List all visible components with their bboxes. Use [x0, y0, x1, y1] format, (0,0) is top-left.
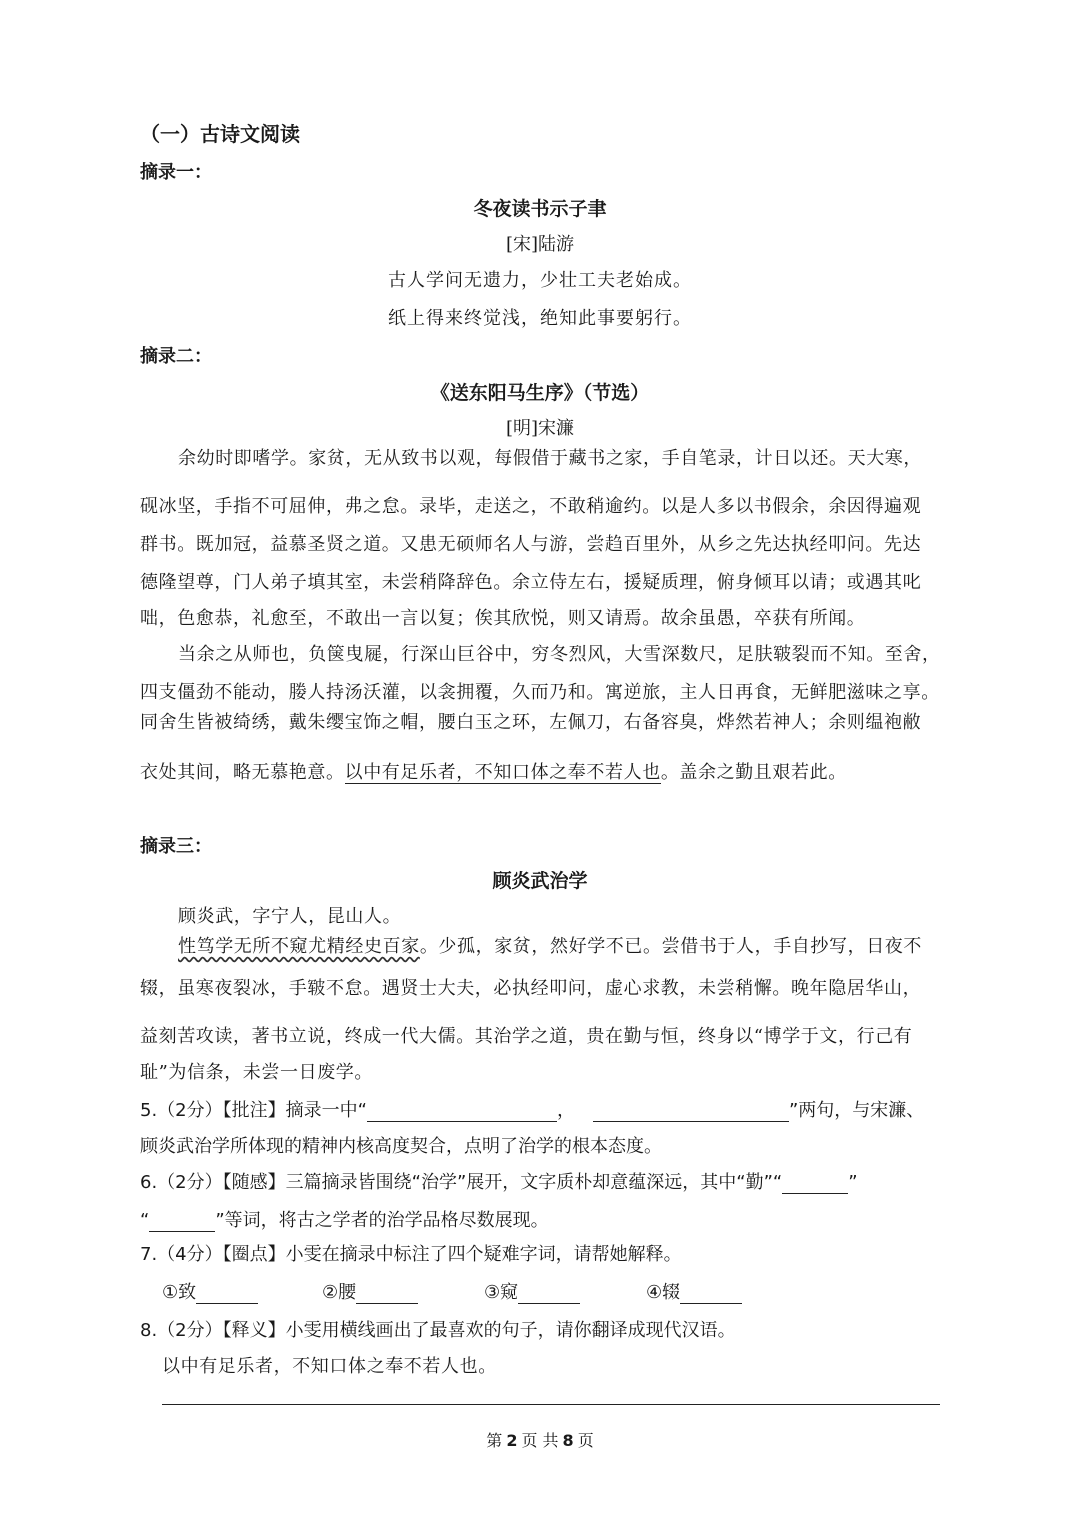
excerpt1-title: 冬夜读书示子聿 — [473, 198, 607, 220]
text-line-with-underline — [140, 758, 847, 784]
text-line: 同舍生皆被绮绣，戴朱缨宝饰之帽，腰白玉之环，左佩刀，右备容臭，烨然若神人；余则缊袍敝 — [140, 712, 922, 733]
question-5-line2: 顾炎武治学所体现的精神内核高度契合，点明了治学的根本态度。 — [140, 1136, 662, 1157]
excerpt1-author: [宋]陆游 — [505, 234, 575, 255]
answer-blank[interactable] — [518, 1285, 580, 1304]
answer-blank[interactable] — [356, 1285, 418, 1304]
text-line: 辍，虽寒夜裂冰，手皲不怠。遇贤士大夫，必执经叩问，虚心求教，未尝稍懈。晚年隐居华山， — [140, 978, 922, 999]
q7-item-label: ②腰 — [322, 1282, 357, 1303]
q7-item — [322, 1278, 418, 1304]
underlined-sentence: 以中有足乐者，不知口体之奉不若人也 — [344, 762, 661, 783]
text-line: 顾炎武，字宁人，昆山人。 — [178, 906, 402, 927]
question-6-line2 — [140, 1206, 549, 1232]
excerpt3-label: 摘录三： — [140, 836, 212, 857]
page-number: 2 — [506, 1431, 518, 1450]
text-line: 群书。既加冠，益慕圣贤之道。又患无硕师名人与游，尝趋百里外，从乡之先达执经叩问。先达 — [140, 534, 922, 555]
question-8: 8.（2分）【释义】小雯用横线画出了最喜欢的句子，请你翻译成现代汉语。 — [140, 1320, 736, 1341]
q8-sentence: 以中有足乐者，不知口体之奉不若人也。 — [162, 1356, 497, 1377]
answer-line[interactable] — [162, 1404, 940, 1405]
text-segment: 衣处其间，略无慕艳意。 — [140, 762, 345, 783]
q7-item — [646, 1278, 742, 1304]
answer-blank[interactable] — [367, 1103, 557, 1122]
q7-item — [484, 1278, 580, 1304]
poem-line-1: 古人学问无遗力，少壮工夫老始成。 — [388, 270, 692, 291]
text-line: 咄，色愈恭，礼愈至，不敢出一言以复；俟其欣悦，则又请焉。故余虽愚，卒获有所闻。 — [140, 608, 866, 629]
q7-item-label: ①致 — [162, 1282, 197, 1303]
footer-text: 页 共 — [521, 1431, 559, 1450]
text-line: 砚冰坚，手指不可屈伸，弗之怠。录毕，走送之，不敢稍逾约。以是人多以书假余，余因得遍观 — [140, 496, 922, 517]
question-6 — [140, 1168, 858, 1194]
answer-blank[interactable] — [782, 1175, 848, 1194]
answer-blank[interactable] — [593, 1103, 789, 1122]
question-7: 7.（4分）【圈点】小雯在摘录中标注了四个疑难字词，请帮她解释。 — [140, 1244, 682, 1265]
text-segment: 。少孤，家贫，然好学不已。尝借书于人，手自抄写，日夜不 — [419, 936, 923, 957]
excerpt3-title: 顾炎武治学 — [492, 870, 588, 892]
poem-line-2: 纸上得来终觉浅，绝知此事要躬行。 — [388, 308, 692, 329]
text-line: 四支僵劲不能动，媵人持汤沃灌，以衾拥覆，久而乃和。寓逆旅，主人日再食，无鲜肥滋味之享。 — [140, 682, 940, 703]
text-line: 益刻苦攻读，著书立说，终成一代大儒。其治学之道，贵在勤与恒，终身以“博学于文，行己有 — [140, 1026, 913, 1047]
q7-item — [162, 1278, 258, 1304]
q6-text: ”等词，将古之学者的治学品格尽数展现。 — [215, 1210, 549, 1231]
q5-text: ”两句，与宋濂、 — [788, 1100, 925, 1121]
section-title: （一）古诗文阅读 — [140, 122, 300, 146]
excerpt2-title: 《送东阳马生序》（节选） — [430, 382, 650, 404]
footer-text: 页 — [577, 1431, 594, 1450]
wavy-underlined-phrase: 性笃学无所不窥尤精经史百家 — [178, 936, 420, 957]
q7-item-label: ③窥 — [484, 1282, 519, 1303]
excerpt2-author: [明]宋濂 — [505, 418, 575, 439]
text-line: 余幼时即嗜学。家贫，无从致书以观，每假借于藏书之家，手自笔录，计日以还。天大寒， — [178, 448, 922, 469]
page-footer — [0, 1428, 1080, 1451]
text-line-with-wavy — [178, 932, 922, 958]
footer-text: 第 — [486, 1431, 503, 1450]
q6-text: ” — [848, 1172, 858, 1193]
answer-blank[interactable] — [196, 1285, 258, 1304]
q5-text: 5.（2分）【批注】摘录一中“ — [140, 1100, 367, 1121]
answer-blank[interactable] — [149, 1213, 215, 1232]
q6-text: 6.（2分）【随感】三篇摘录皆围绕“治学”展开，文字质朴却意蕴深远，其中“勤”“ — [140, 1172, 783, 1193]
text-segment: 。盖余之勤且艰若此。 — [660, 762, 847, 783]
q5-text: ， — [556, 1100, 575, 1121]
text-line: 耻”为信条，未尝一日废学。 — [140, 1062, 374, 1083]
text-line: 当余之从师也，负箧曳屣，行深山巨谷中，穷冬烈风，大雪深数尺，足肤皲裂而不知。至舍， — [178, 644, 941, 665]
excerpt1-label: 摘录一： — [140, 162, 212, 183]
answer-blank[interactable] — [680, 1285, 742, 1304]
q6-text: “ — [140, 1210, 150, 1231]
page-total: 8 — [562, 1431, 574, 1450]
excerpt2-label: 摘录二： — [140, 346, 212, 367]
question-5 — [140, 1096, 924, 1122]
text-line: 德隆望尊，门人弟子填其室，未尝稍降辞色。余立侍左右，援疑质理，俯身倾耳以请；或遇其叱 — [140, 572, 922, 593]
q7-item-label: ④辍 — [646, 1282, 681, 1303]
